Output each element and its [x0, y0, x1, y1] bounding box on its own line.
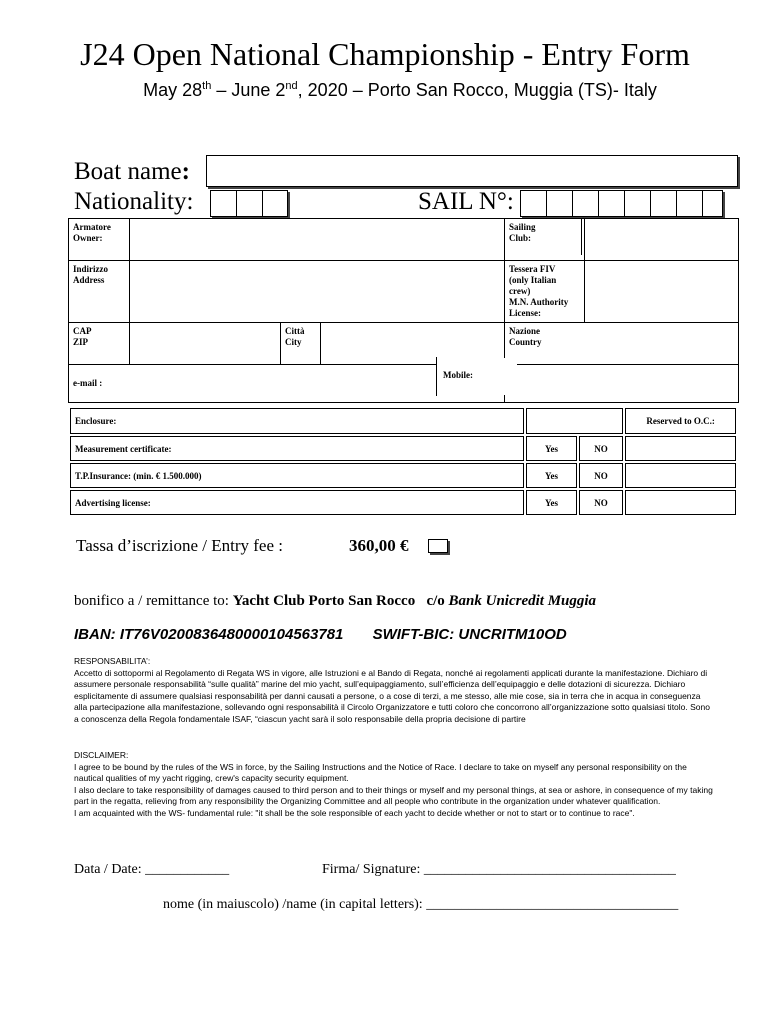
- sail-number-label: SAIL N°:: [418, 188, 514, 215]
- entry-fee-checkbox[interactable]: [428, 539, 448, 553]
- insurance-reserved-cell: [625, 463, 736, 488]
- date-field[interactable]: Data / Date: ____________: [74, 862, 230, 877]
- disclaimer-line-1: I agree to be bound by the rules of the WS in force, by the Sailing Instructions and the Notice of Race. I declare to take on myself any personal responsibility on the nautical qualities of my yacht rigging, crew's capacity security equipment.: [74, 761, 687, 783]
- mobile-label-text: Mobile:: [443, 370, 473, 380]
- boat-name-label: Boat name:: [74, 158, 190, 185]
- email-label: e-mail :: [73, 378, 103, 388]
- country-field[interactable]: [505, 323, 739, 365]
- address-field[interactable]: [130, 261, 505, 323]
- zip-field[interactable]: [130, 323, 281, 365]
- city-label: Città City: [281, 323, 321, 365]
- mobile-field[interactable]: [505, 365, 739, 403]
- disclaimer-section: [74, 750, 714, 819]
- nationality-field[interactable]: [210, 190, 288, 217]
- measurement-certificate-label: Measurement certificate:: [70, 436, 524, 461]
- disclaimer-line-3: I am acquainted with the WS- fundamental rule: "it shall be the sole responsible of each yacht to decide whether or not to start or to continue to race".: [74, 807, 635, 818]
- owner-field[interactable]: [130, 219, 505, 261]
- sailing-club-field[interactable]: [585, 219, 739, 261]
- measurement-no-option[interactable]: NO: [579, 436, 624, 461]
- reserved-label: Reserved to O.C.:: [625, 408, 736, 434]
- swift-code: SWIFT-BIC: UNCRITM10OD: [372, 626, 567, 643]
- boat-name-field[interactable]: [206, 155, 738, 187]
- enclosure-blank: [526, 408, 623, 434]
- disclaimer-line-2: I also declare to take responsibility of damages caused to third person and to their things or myself and my personal things, at sea or ashore, in consequence of my taking part in the regatta, relieving from any responsibility the Organizing Committee and all people who contribute in the organization under whatever qualification.: [74, 784, 713, 806]
- capital-name-field[interactable]: nome (in maiuscolo) /name (in capital letters): ____________________________________: [163, 897, 679, 912]
- signature-field[interactable]: Firma/ Signature: ____________________________________: [322, 862, 676, 877]
- sail-number-field[interactable]: [520, 190, 723, 217]
- bank-details: [74, 626, 567, 643]
- enclosure-label: Enclosure:: [70, 408, 524, 434]
- measurement-yes-option[interactable]: Yes: [526, 436, 576, 461]
- insurance-no-option[interactable]: NO: [579, 463, 624, 488]
- event-dates-location: May 28th – June 2nd, 2020 – Porto San Rocco, Muggia (TS)- Italy: [143, 80, 657, 100]
- entry-fee-label: Tassa d’iscrizione / Entry fee :: [76, 536, 283, 555]
- iban-code: IBAN: IT76V0200836480000104563781: [74, 626, 344, 643]
- insurance-yes-option[interactable]: Yes: [526, 463, 576, 488]
- responsibility-text: Accetto di sottopormi al Regolamento di Regata WS in vigore, alle Istruzioni e al Bando di Regata, nonché ai regolamenti applicati durante la manifestazione. Dichiaro di assumere personale responsabilità “sulle qualità” marine del mio yacht, sull’equipaggiamento, sull’efficienza dell’equipaggio e delle dotazioni di sicurezza. Dichiaro esplicitamente di assumere qualsiasi responsabilità per danni causati a persone, o a cose di terzi, a me stesso, alle mie cose, sia in terra che in acqua in conseguenza alla partecipazione alla manifestazione, sollevando ogni responsabilità il Circolo Organizzatore e tutti coloro che concorrono all’organizzazione sotto qualsiasi titolo. Sono a conoscenza della Regola fondamentale ISAF, “ciascun yacht sarà il solo responsabile della propria decisione di partire: [74, 667, 710, 724]
- license-label: Tessera FIV (only Italian crew) M.N. Authority License:: [505, 261, 585, 323]
- sailing-club-label: Sailing Club:: [505, 219, 585, 261]
- advertising-reserved-cell: [625, 490, 736, 515]
- owner-details-table: [68, 218, 739, 403]
- enclosure-table: [68, 406, 738, 517]
- measurement-reserved-cell: [625, 436, 736, 461]
- page-title: J24 Open National Championship - Entry Form: [80, 36, 690, 72]
- responsibility-section: [74, 656, 714, 725]
- owner-label: Armatore Owner:: [69, 219, 130, 261]
- remittance-line: bonifico a / remittance to: Yacht Club Porto San Rocco c/o Bank Unicredit Muggia: [74, 593, 597, 609]
- country-label: Nazione Country: [509, 326, 542, 347]
- insurance-label: T.P.Insurance: (min. € 1.500.000): [70, 463, 524, 488]
- license-field[interactable]: [585, 261, 739, 323]
- responsibility-heading: RESPONSABILITA’:: [74, 656, 151, 666]
- entry-fee-amount: 360,00 €: [349, 536, 409, 555]
- advertising-yes-option[interactable]: Yes: [526, 490, 576, 515]
- advertising-no-option[interactable]: NO: [579, 490, 624, 515]
- nationality-label: Nationality:: [74, 188, 194, 215]
- address-label: Indirizzo Address: [69, 261, 130, 323]
- advertising-license-label: Advertising license:: [70, 490, 524, 515]
- zip-label: CAP ZIP: [69, 323, 130, 365]
- disclaimer-heading: DISCLAIMER:: [74, 750, 129, 760]
